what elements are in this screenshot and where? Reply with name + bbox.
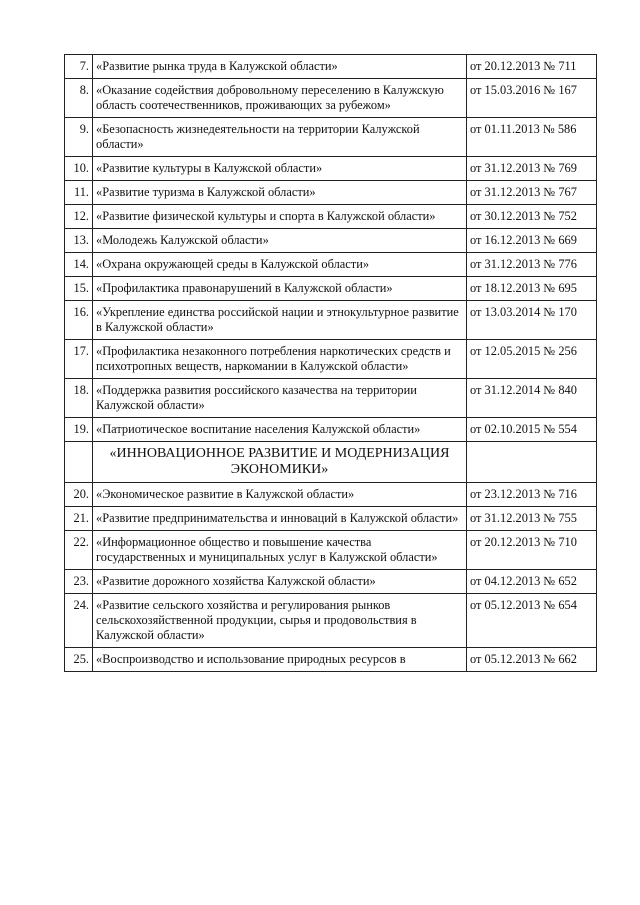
table-row — [65, 418, 597, 442]
table-row — [65, 531, 597, 570]
row-number: 10. — [65, 157, 93, 181]
table-row — [65, 55, 597, 79]
program-name: «Развитие физической культуры и спорта в Калужской области» — [93, 205, 467, 229]
table-row — [65, 648, 597, 672]
program-name: «Укрепление единства российской нации и этнокультурное развитие в Калужской области» — [93, 301, 467, 340]
program-name: «Экономическое развитие в Калужской области» — [93, 483, 467, 507]
table-row — [65, 205, 597, 229]
table-row — [65, 507, 597, 531]
resolution-date: от 30.12.2013 № 752 — [467, 205, 597, 229]
program-name: «Оказание содействия добровольному переселению в Калужскую область соотечественников, проживающих за рубежом» — [93, 79, 467, 118]
row-number: 17. — [65, 340, 93, 379]
program-name: «Развитие сельского хозяйства и регулирования рынков сельскохозяйственной продукции, сырья и продовольствия в Калужской области» — [93, 594, 467, 648]
program-name: «Безопасность жизнедеятельности на территории Калужской области» — [93, 118, 467, 157]
resolution-date: от 31.12.2013 № 755 — [467, 507, 597, 531]
row-number: 22. — [65, 531, 93, 570]
resolution-date: от 23.12.2013 № 716 — [467, 483, 597, 507]
resolution-date: от 20.12.2013 № 711 — [467, 55, 597, 79]
resolution-date: от 05.12.2013 № 662 — [467, 648, 597, 672]
program-name: «Развитие туризма в Калужской области» — [93, 181, 467, 205]
row-number: 7. — [65, 55, 93, 79]
row-number: 18. — [65, 379, 93, 418]
table-row — [65, 229, 597, 253]
resolution-date: от 31.12.2013 № 767 — [467, 181, 597, 205]
section-date-cell — [467, 442, 597, 483]
program-name: «Развитие предпринимательства и инноваций в Калужской области» — [93, 507, 467, 531]
row-number: 23. — [65, 570, 93, 594]
row-number: 15. — [65, 277, 93, 301]
program-name: «Молодежь Калужской области» — [93, 229, 467, 253]
resolution-date: от 31.12.2013 № 776 — [467, 253, 597, 277]
row-number: 9. — [65, 118, 93, 157]
table-row — [65, 253, 597, 277]
program-name: «Поддержка развития российского казачества на территории Калужской области» — [93, 379, 467, 418]
table-row — [65, 181, 597, 205]
row-number: 20. — [65, 483, 93, 507]
resolution-date: от 31.12.2013 № 769 — [467, 157, 597, 181]
table-row — [65, 79, 597, 118]
program-name: «Развитие культуры в Калужской области» — [93, 157, 467, 181]
row-number: 14. — [65, 253, 93, 277]
program-name: «Развитие дорожного хозяйства Калужской области» — [93, 570, 467, 594]
table-row — [65, 277, 597, 301]
resolution-date: от 20.12.2013 № 710 — [467, 531, 597, 570]
table-row — [65, 301, 597, 340]
resolution-date: от 16.12.2013 № 669 — [467, 229, 597, 253]
table-row — [65, 379, 597, 418]
program-name: «Воспроизводство и использование природных ресурсов в — [93, 648, 467, 672]
program-name: «Профилактика правонарушений в Калужской области» — [93, 277, 467, 301]
program-name: «Охрана окружающей среды в Калужской области» — [93, 253, 467, 277]
resolution-date: от 02.10.2015 № 554 — [467, 418, 597, 442]
resolution-date: от 12.05.2015 № 256 — [467, 340, 597, 379]
resolution-date: от 15.03.2016 № 167 — [467, 79, 597, 118]
resolution-date: от 13.03.2014 № 170 — [467, 301, 597, 340]
program-name: «Патриотическое воспитание населения Калужской области» — [93, 418, 467, 442]
resolution-date: от 01.11.2013 № 586 — [467, 118, 597, 157]
program-name: «Профилактика незаконного потребления наркотических средств и психотропных веществ, наркомании в Калужской области» — [93, 340, 467, 379]
resolution-date: от 05.12.2013 № 654 — [467, 594, 597, 648]
table-row — [65, 570, 597, 594]
row-number: 25. — [65, 648, 93, 672]
row-number: 8. — [65, 79, 93, 118]
resolution-date: от 18.12.2013 № 695 — [467, 277, 597, 301]
row-number: 24. — [65, 594, 93, 648]
programs-table — [64, 54, 597, 672]
programs-table-body — [65, 55, 597, 672]
table-row — [65, 340, 597, 379]
section-row — [65, 442, 597, 483]
row-number: 11. — [65, 181, 93, 205]
section-title: «ИННОВАЦИОННОЕ РАЗВИТИЕ И МОДЕРНИЗАЦИЯ ЭКОНОМИКИ» — [93, 442, 467, 483]
program-name: «Развитие рынка труда в Калужской области» — [93, 55, 467, 79]
row-number: 19. — [65, 418, 93, 442]
table-row — [65, 594, 597, 648]
row-number: 12. — [65, 205, 93, 229]
row-number: 16. — [65, 301, 93, 340]
table-row — [65, 157, 597, 181]
table-row — [65, 483, 597, 507]
section-number-cell — [65, 442, 93, 483]
table-row — [65, 118, 597, 157]
row-number: 13. — [65, 229, 93, 253]
resolution-date: от 31.12.2014 № 840 — [467, 379, 597, 418]
program-name: «Информационное общество и повышение качества государственных и муниципальных услуг в Калужской области» — [93, 531, 467, 570]
row-number: 21. — [65, 507, 93, 531]
resolution-date: от 04.12.2013 № 652 — [467, 570, 597, 594]
